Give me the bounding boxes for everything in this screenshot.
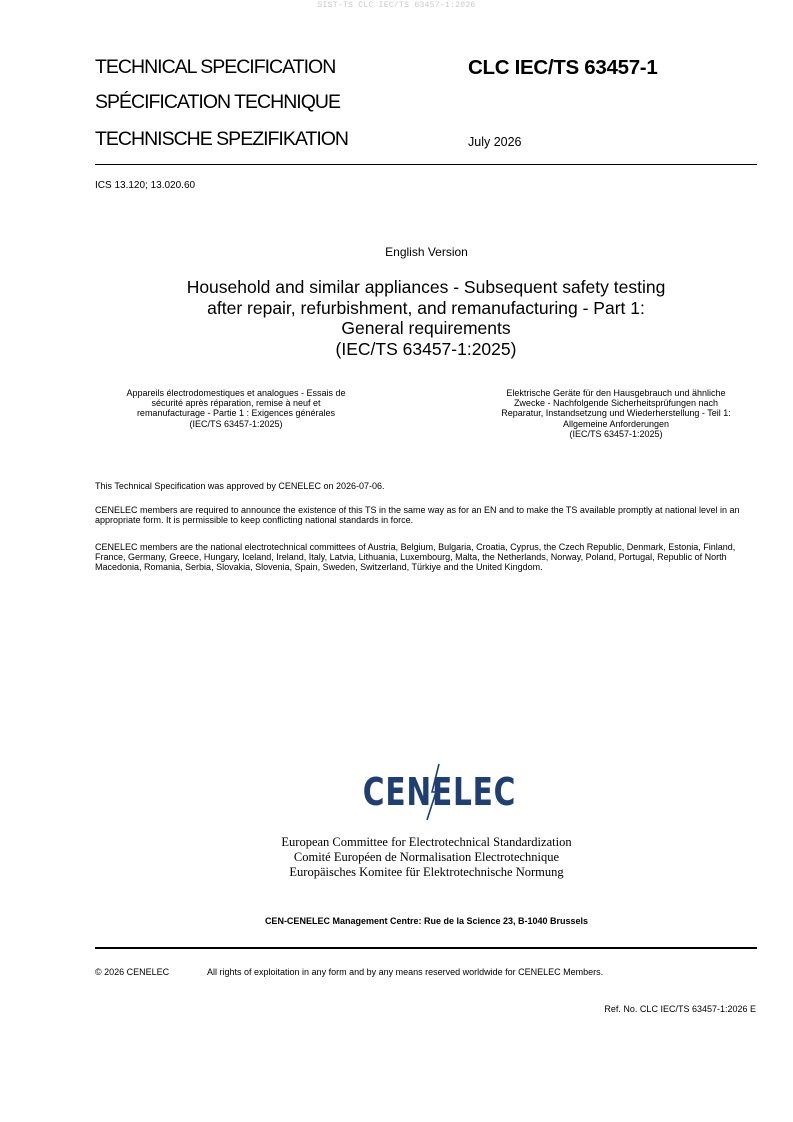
title-de-line: Zwecke - Nachfolgende Sicherheitsprüfungen nach: [513, 398, 719, 409]
org-name-de: Europäisches Komitee für Elektrotechnische Normung: [289, 865, 564, 879]
title-fr-line: Appareils électrodomestiques et analogues - Essais de: [126, 388, 346, 398]
reference-number: Ref. No. CLC IEC/TS 63457-1:2026 E: [604, 1004, 756, 1014]
ics-code: ICS 13.120; 13.020.60: [95, 180, 196, 191]
title-fr-line: remanufacturage - Partie 1 : Exigences générales: [136, 408, 336, 419]
management-centre-address: CEN-CENELEC Management Centre: Rue de la Science 23, B-1040 Brussels: [264, 916, 589, 926]
rights-statement: All rights of exploitation in any form and by any means reserved worldwide for CENELEC Members.: [207, 967, 604, 977]
title-de-line: Reparatur, Instandsetzung und Wiederherstellung - Teil 1:: [501, 408, 731, 419]
title-fr-line: sécurité après réparation, remise à neuf et: [151, 398, 321, 409]
doc-type-fr: SPÉCIFICATION TECHNIQUE: [95, 91, 340, 113]
org-name-fr: Comité Européen de Normalisation Electrotechnique: [293, 850, 560, 864]
members-paragraph: CENELEC members are the national electrotechnical committees of Austria, Belgium, Bulgaria, Croatia, Cyprus, the Czech Republic, Denmark, Estonia, Finland, France, Germany, Greece, Hungary, Iceland, Ireland, Italy, Latvia, Lithuania, Luxembourg, Malta, the Netherlands, Norway, Poland, Portugal, Republic of North Macedonia, Romania, Serbia, Slovakia, Slovenia, Spain, Sweden, Switzerland, Türkiye and the United Kingdom.: [95, 542, 736, 572]
doc-type-en: TECHNICAL SPECIFICATION: [95, 56, 336, 78]
publication-date: July 2026: [468, 135, 522, 149]
copyright: © 2026 CENELEC: [95, 967, 170, 977]
title-de-line: (IEC/TS 63457-1:2025): [569, 428, 663, 439]
title-line: Household and similar appliances - Subsequent safety testing: [186, 277, 666, 297]
approval-paragraph: This Technical Specification was approved by CENELEC on 2026-07-06.: [95, 481, 385, 491]
logo-text: CENELEC: [362, 770, 517, 814]
document-title: [126, 277, 726, 359]
announcement-paragraph: CENELEC members are required to announce the existence of this TS in the same way as for an EN and to make the TS available promptly at national level in an appropriate form. It is permissible to keep conflicting national standards in force.: [95, 505, 740, 525]
title-french: [100, 388, 372, 429]
footer-rule: [95, 947, 757, 949]
watermark: SIST-TS CLC IEC/TS 63457-1:2026: [317, 1, 476, 10]
language-version: English Version: [385, 245, 468, 259]
title-german: [470, 388, 762, 439]
cenelec-logo: [343, 762, 523, 822]
doc-type-de: TECHNISCHE SPEZIFIKATION: [95, 128, 348, 150]
org-name-en: European Committee for Electrotechnical Standardization: [281, 835, 572, 849]
title-line: General requirements: [341, 318, 511, 338]
document-number: CLC IEC/TS 63457-1: [468, 56, 658, 79]
title-line: after repair, refurbishment, and remanufacturing - Part 1:: [207, 297, 645, 318]
title-de-line: Allgemeine Anforderungen: [562, 418, 670, 429]
title-de-line: Elektrische Geräte für den Hausgebrauch und ähnliche: [506, 388, 726, 398]
organization-names: [0, 835, 793, 880]
title-line: (IEC/TS 63457-1:2025): [335, 338, 517, 359]
header-rule: [95, 164, 757, 165]
title-fr-line: (IEC/TS 63457-1:2025): [189, 418, 283, 429]
